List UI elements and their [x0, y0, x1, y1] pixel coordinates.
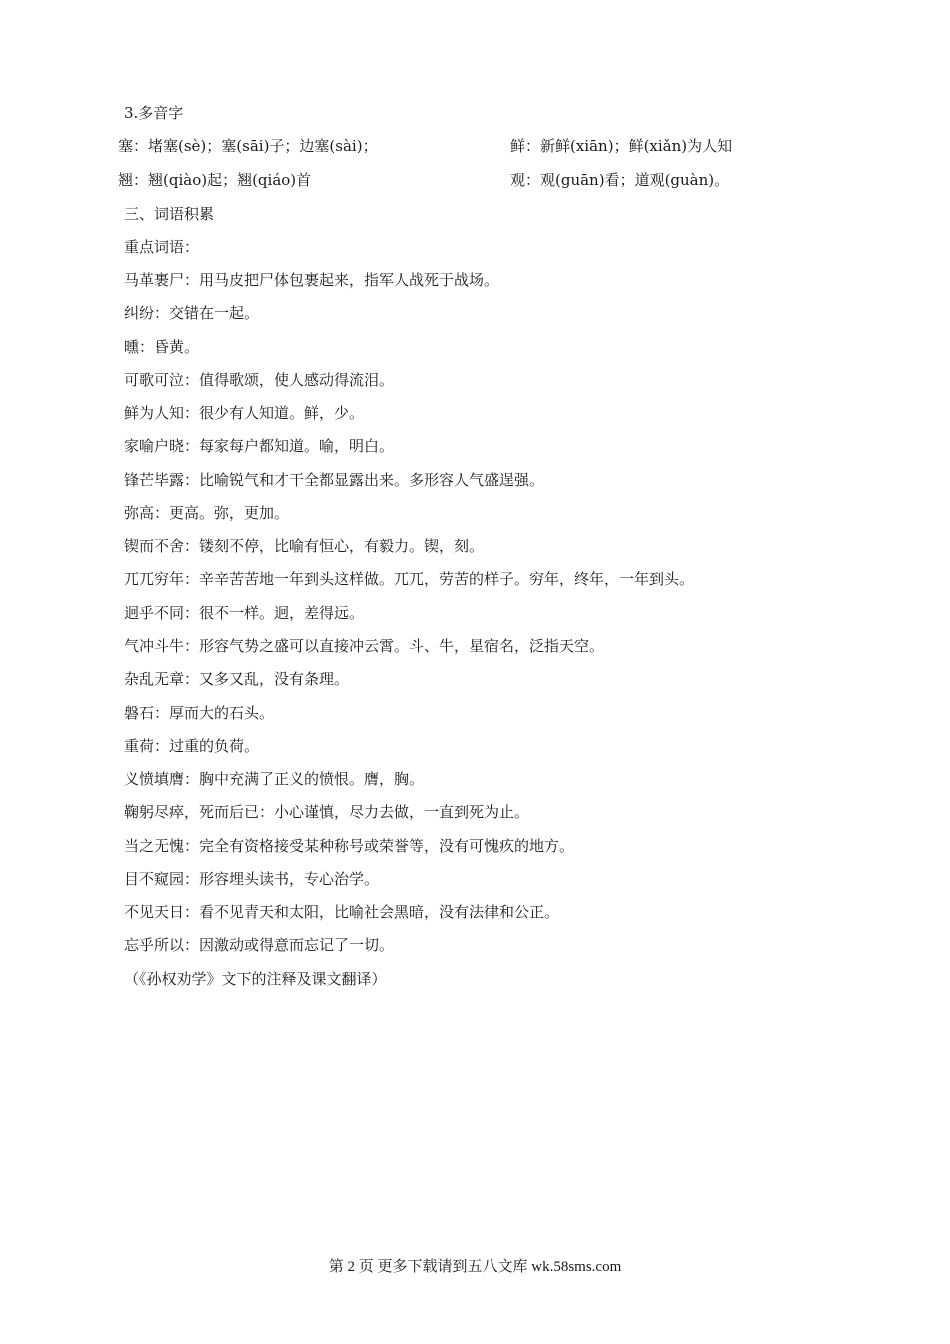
- vocab-item: 气冲斗牛：形容气势之盛可以直接冲云霄。斗、牛，星宿名，泛指天空。: [124, 637, 605, 655]
- vocab-item: 锋芒毕露：比喻锐气和才干全都显露出来。多形容人气盛逞强。: [124, 471, 545, 489]
- vocab-item: 不见天日：看不见青天和太阳，比喻社会黑暗，没有法律和公正。: [124, 903, 560, 921]
- polyphonic-qiao-entry: 翘：翘(qiào)起；翘(qiáo)首: [118, 171, 312, 189]
- vocab-item: 兀兀穷年：辛辛苦苦地一年到头这样做。兀兀，劳苦的样子。穷年，终年，一年到头。: [124, 570, 695, 588]
- vocab-item: 锲而不舍：镂刻不停，比喻有恒心，有毅力。锲，刻。: [124, 537, 485, 555]
- vocab-item: 马革裹尸：用马皮把尸体包裹起来，指军人战死于战场。: [124, 271, 500, 289]
- vocab-item: 忘乎所以：因激动或得意而忘记了一切。: [124, 936, 395, 954]
- section-heading-polyphonic: 3.多音字: [124, 104, 184, 122]
- vocab-item: 弥高：更高。弥，更加。: [124, 504, 290, 522]
- vocab-item: 当之无愧：完全有资格接受某种称号或荣誉等，没有可愧疚的地方。: [124, 837, 575, 855]
- vocab-item: 重荷：过重的负荷。: [124, 737, 260, 755]
- vocab-item: 义愤填膺：胸中充满了正义的愤恨。膺，胸。: [124, 770, 425, 788]
- polyphonic-guan-entry: 观：观(guān)看；道观(guàn)。: [510, 171, 730, 189]
- vocab-item: 迥乎不同：很不一样。迥，差得远。: [124, 604, 365, 622]
- vocab-item: 曛：昏黄。: [124, 338, 200, 356]
- page-footer: 第 2 页 更多下载请到五八文库 wk.58sms.com: [328, 1259, 622, 1275]
- vocab-item: 鲜为人知：很少有人知道。鲜，少。: [124, 404, 365, 422]
- vocab-item: 鞠躬尽瘁，死而后已：小心谨慎，尽力去做，一直到死为止。: [124, 803, 530, 821]
- vocab-item: 目不窥园：形容埋头读书，专心治学。: [124, 870, 380, 888]
- vocab-item: 纠纷：交错在一起。: [124, 304, 260, 322]
- vocab-item: 杂乱无章：又多又乱，没有条理。: [124, 670, 350, 688]
- section-heading-vocab: 三、词语积累: [124, 205, 215, 223]
- vocab-item: 家喻户晓：每家每户都知道。喻，明白。: [124, 437, 395, 455]
- vocab-subheading: 重点词语：: [124, 238, 200, 256]
- vocab-item: 可歌可泣：值得歌颂，使人感动得流泪。: [124, 371, 395, 389]
- vocab-item: 磐石：厚而大的石头。: [124, 704, 275, 722]
- polyphonic-sai-entry: 塞：堵塞(sè)；塞(sāi)子；边塞(sài)；: [118, 137, 378, 155]
- translation-note: （《孙权劝学》文下的注释及课文翻译）: [124, 970, 387, 988]
- polyphonic-xian-entry: 鲜：新鲜(xiān)；鲜(xiǎn)为人知: [510, 137, 733, 155]
